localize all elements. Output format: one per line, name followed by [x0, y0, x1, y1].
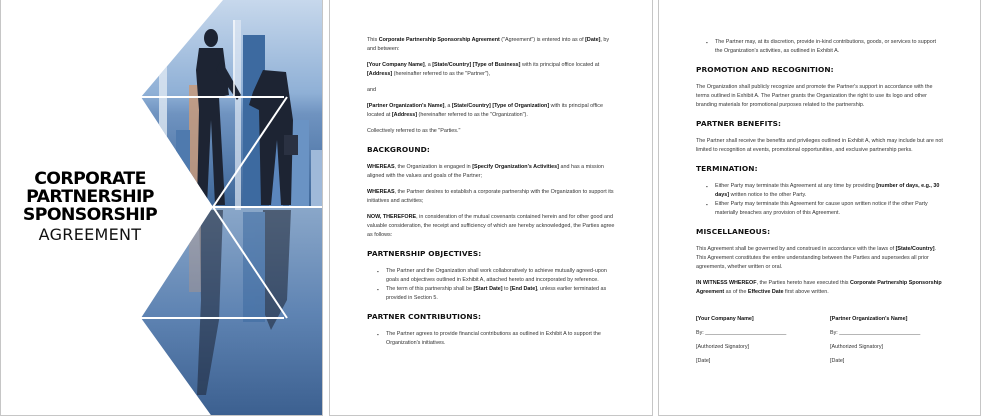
- document-page-2: [329, 0, 653, 416]
- objectives-list: [367, 267, 616, 303]
- signature-left: [696, 315, 810, 371]
- signature-by-line: By: ___________________________: [696, 330, 787, 336]
- contributions-list-continued: [696, 38, 944, 56]
- signature-block: [696, 315, 944, 371]
- witness-paragraph: IN WITNESS WHEREOF, the Parties hereto have executed this Corporate Partnership Sponsorship Agreement as of the Effective Date first above written.: [696, 280, 942, 295]
- whereas-paragraph-1: WHEREAS, the Organization is engaged in [Specify Organization's Activities] and has a mission aligned with the values and goals of the Partner;: [367, 164, 604, 179]
- heading-miscellaneous: MISCELLANEOUS:: [696, 227, 771, 236]
- list-item: ▪ The Partner may, at its discretion, provide in-kind contributions, goods, or services to support the Organization's activities, as outlined in Exhibit A.: [715, 38, 944, 56]
- governing-law-paragraph: This Agreement shall be governed by and construed in accordance with the laws of [State/Country]. This Agreement constitutes the entire understanding between the Parties and supersedes all prior agreements, whether written or oral.: [696, 246, 937, 270]
- intro-paragraph: This Corporate Partnership Sponsorship Agreement ("Agreement") is entered into as of [Date], by and between:: [367, 37, 610, 52]
- signature-by-line: By: ___________________________: [830, 330, 921, 336]
- cover-title-line-2: PARTNERSHIP: [26, 187, 154, 206]
- cover-title-line-1: CORPORATE: [34, 169, 146, 188]
- signature-date: [Date]: [696, 358, 711, 364]
- list-item: ▪ Either Party may terminate this Agreement for cause upon written notice if the other Party materially breaches any provision of this Agreement.: [715, 200, 944, 218]
- heading-promotion-recognition: PROMOTION AND RECOGNITION:: [696, 65, 834, 74]
- signature-authorized-signatory: [Authorized Signatory]: [696, 344, 750, 350]
- signature-date: [Date]: [830, 358, 845, 364]
- partner-party-paragraph: [Your Company Name], a [State/Country] [Type of Business] with its principal office located at [Address] (hereinafter referred to as the "Partner"),: [367, 62, 600, 77]
- promotion-paragraph: The Organization shall publicly recognize and promote the Partner's support in accordance with the terms outlined in Exhibit A. The Partner grants the Organization the right to use its logo and other branding materials for promotional purposes related to the partnership.: [696, 84, 933, 108]
- heading-background: BACKGROUND:: [367, 145, 430, 154]
- cover-subtitle: AGREEMENT: [38, 225, 142, 244]
- and-paragraph: and: [367, 87, 376, 93]
- now-therefore-paragraph: NOW, THEREFORE, in consideration of the mutual covenants contained herein and for other good and valuable consideration, the receipt and sufficiency of which are hereby acknowledged, the Parties agree as follows:: [367, 214, 615, 238]
- parties-paragraph: Collectively referred to as the "Parties.": [367, 128, 461, 134]
- list-item: ▪ The term of this partnership shall be [Start Date] to [End Date], unless earlier terminated as provided in Section 5.: [386, 285, 616, 303]
- termination-list: [696, 182, 944, 218]
- list-item: ▪ Either Party may terminate this Agreement at any time by providing [number of days, e.g., 30 days] written notice to the other Party.: [715, 182, 944, 200]
- signature-company-name: [Your Company Name]: [696, 316, 754, 322]
- document-page-3: [658, 0, 981, 416]
- contributions-list: [367, 330, 616, 348]
- organization-party-paragraph: [Partner Organization's Name], a [State/Country] [Type of Organization] with its principal office located at [Address] (hereinafter referred to as the "Organization").: [367, 103, 603, 118]
- signature-authorized-signatory: [Authorized Signatory]: [830, 344, 884, 350]
- cover-title-line-3: SPONSORSHIP: [22, 205, 158, 224]
- heading-termination: TERMINATION:: [696, 164, 758, 173]
- signature-organization-name: [Partner Organization's Name]: [830, 316, 908, 322]
- cover-title: [19, 170, 161, 245]
- cover-page: [0, 0, 323, 416]
- list-item: ▪ The Partner agrees to provide financial contributions as outlined in Exhibit A to support the Organization's initiatives.: [386, 330, 616, 348]
- signature-right: [830, 315, 944, 371]
- benefits-paragraph: The Partner shall receive the benefits and privileges outlined in Exhibit A, which may include but are not limited to recognition at events, promotional opportunities, and exclusive partnership perks.: [696, 138, 943, 153]
- list-item: ▪ The Partner and the Organization shall work collaboratively to achieve mutually agreed-upon goals and objectives outlined in Exhibit A, attached hereto and incorporated by reference.: [386, 267, 616, 285]
- whereas-paragraph-2: WHEREAS, the Partner desires to establish a corporate partnership with the Organization to support its initiatives and activities;: [367, 189, 614, 204]
- heading-partnership-objectives: PARTNERSHIP OBJECTIVES:: [367, 249, 482, 258]
- heading-partner-benefits: PARTNER BENEFITS:: [696, 119, 782, 128]
- heading-partner-contributions: PARTNER CONTRIBUTIONS:: [367, 312, 482, 321]
